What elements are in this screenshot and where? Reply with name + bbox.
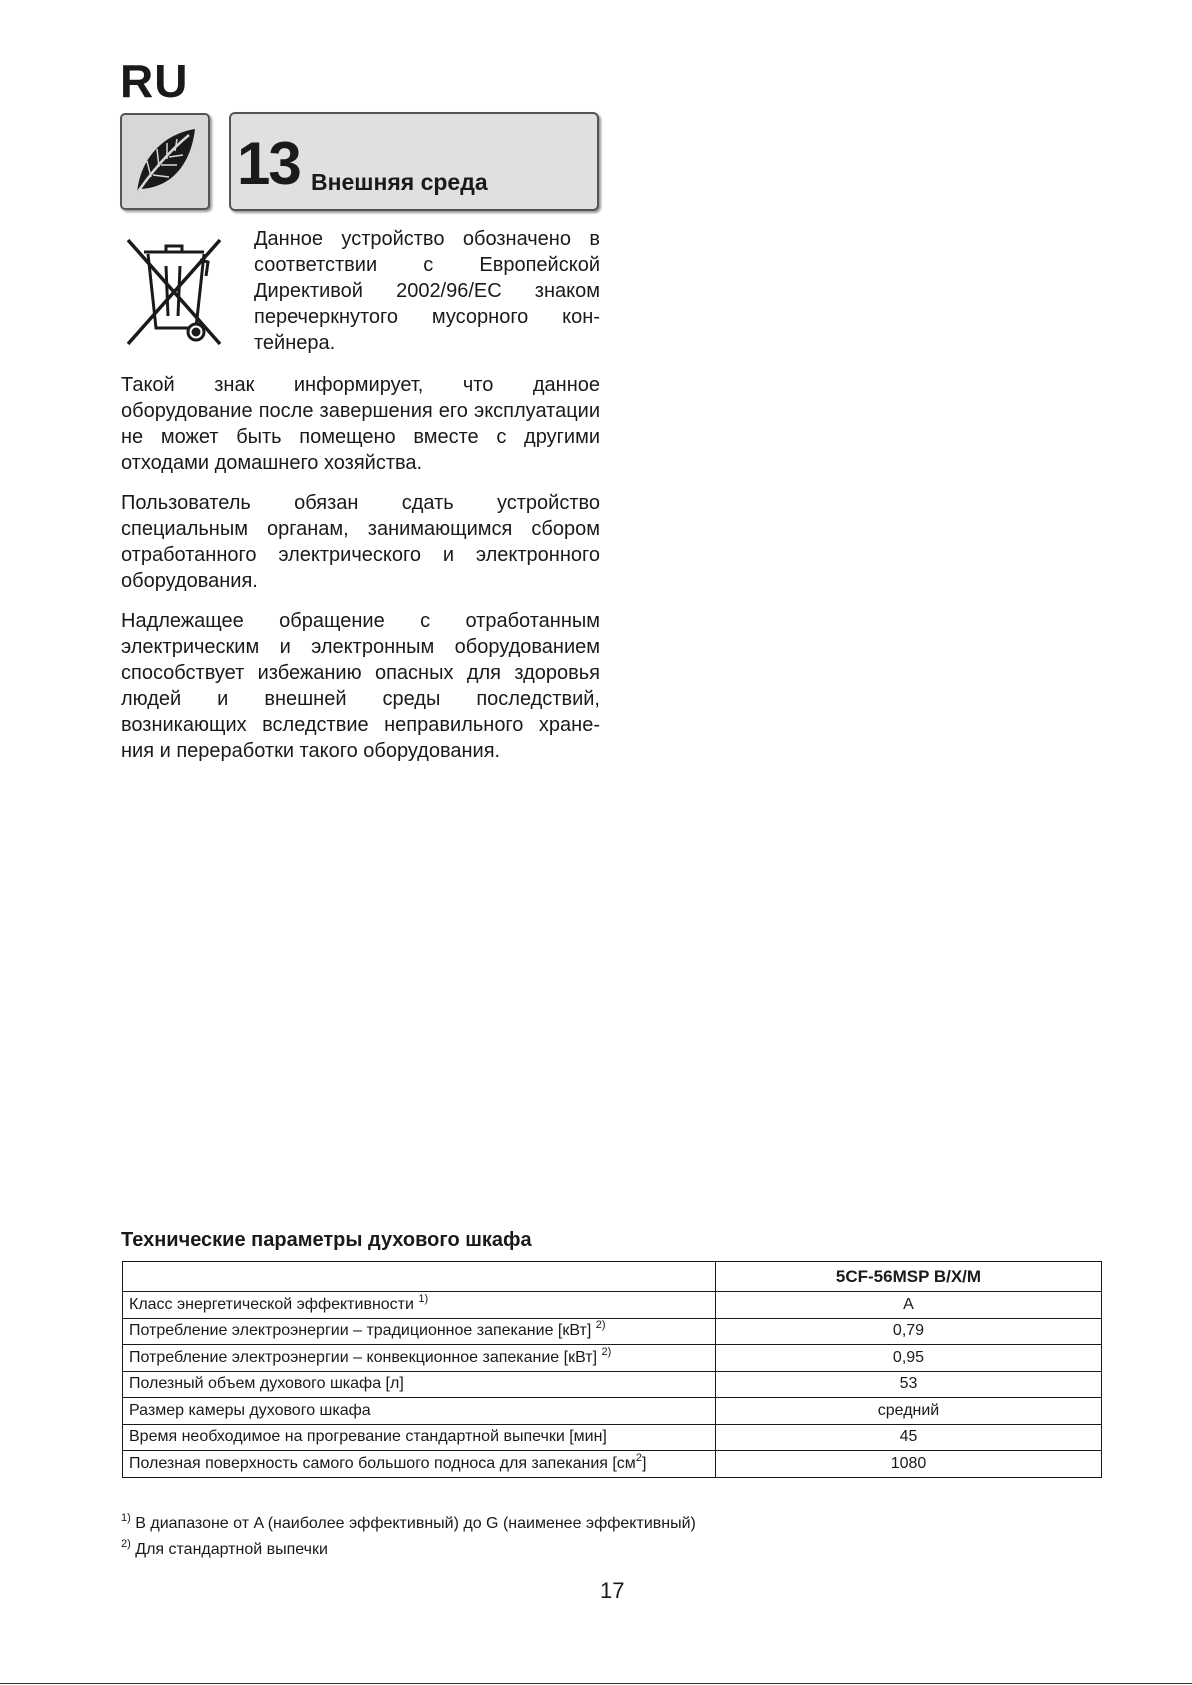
footnote-mark: 2) (595, 1319, 606, 1332)
param-label-end: ] (641, 1454, 647, 1472)
param-label: Размер камеры духового шкафа (129, 1401, 371, 1419)
table-header-model: 5CF-56MSP B/X/M (716, 1262, 1102, 1292)
table-header-empty (123, 1262, 716, 1292)
intro-text: Данное устройство обозначено в соответствии с Европейской Директивой 2002/96/EC знаком перечеркнутого мусорного кон-тейнера. (254, 228, 600, 354)
spec-table (122, 1261, 1102, 1478)
page-number: 17 (600, 1578, 625, 1603)
value-cell: средний (716, 1398, 1102, 1425)
chapter-title: Внешняя среда (311, 169, 488, 195)
param-cell (123, 1424, 716, 1451)
footnote-1 (121, 1512, 696, 1533)
param-label: Полезный объем духового шкафа [л] (129, 1375, 404, 1393)
value-cell: 45 (716, 1424, 1102, 1451)
value-cell: 53 (716, 1371, 1102, 1398)
footnote-mark: 1) (121, 1512, 131, 1524)
param-cell (123, 1292, 716, 1319)
param-label: Потребление электроэнергии – конвекционное запекание [кВт] (129, 1348, 598, 1366)
param-cell (123, 1345, 716, 1372)
paragraph-3: Надлежащее обращение с отработанным электрическим и электронным оборудованием способствует избежанию опасных для здоровья людей и внешней среды последствий, возникающих вследствие неправильного хране-ния и переработки такого оборудования. (121, 610, 600, 762)
table-row (123, 1292, 1102, 1319)
table-row (123, 1424, 1102, 1451)
crossed-out-wheelie-bin-icon (120, 232, 228, 352)
param-label: Полезная поверхность самого большого подноса для запекания [см (129, 1454, 636, 1472)
chapter-header (229, 112, 599, 211)
footnote-2 (121, 1538, 328, 1559)
language-label: RU (120, 55, 189, 107)
param-label: Класс энергетической эффективности (129, 1295, 414, 1313)
chapter-number: 13 (237, 130, 300, 197)
value-cell: 0,79 (716, 1318, 1102, 1345)
param-cell (123, 1398, 716, 1425)
value-cell: A (716, 1292, 1102, 1319)
table-row (123, 1398, 1102, 1425)
leaf-icon-box (120, 113, 210, 210)
footnote-text: Для стандартной выпечки (135, 1541, 328, 1558)
leaf-icon (129, 123, 201, 201)
paragraph-2: Пользователь обязан сдать устройство специальным органам, занимающимся сбором отработанного электрического и электронного оборудования. (121, 492, 600, 592)
param-label: Время необходимое на прогревание стандартной выпечки [мин] (129, 1428, 607, 1446)
param-cell (123, 1371, 716, 1398)
table-row (123, 1345, 1102, 1372)
param-label: Потребление электроэнергии – традиционное запекание [кВт] (129, 1322, 592, 1340)
footnote-mark: 2) (601, 1345, 612, 1358)
page-bottom-rule (0, 1683, 1192, 1684)
table-row (123, 1451, 1102, 1478)
superscript: 2 (635, 1451, 642, 1464)
table-header-row (123, 1262, 1102, 1292)
param-cell (123, 1318, 716, 1345)
table-row (123, 1318, 1102, 1345)
table-row (123, 1371, 1102, 1398)
footnote-text: В диапазоне от A (наиболее эффективный) до G (наименее эффективный) (135, 1515, 696, 1532)
param-cell (123, 1451, 716, 1478)
table-title: Технические параметры духового шкафа (121, 1229, 532, 1251)
footnote-mark: 1) (418, 1292, 429, 1305)
value-cell: 0,95 (716, 1345, 1102, 1372)
footnote-mark: 2) (121, 1538, 131, 1550)
paragraph-1: Такой знак информирует, что данное оборудование после завершения его эксплуатации не может быть помещено вместе с другими отходами домашнего хозяйства. (121, 374, 600, 474)
value-cell: 1080 (716, 1451, 1102, 1478)
